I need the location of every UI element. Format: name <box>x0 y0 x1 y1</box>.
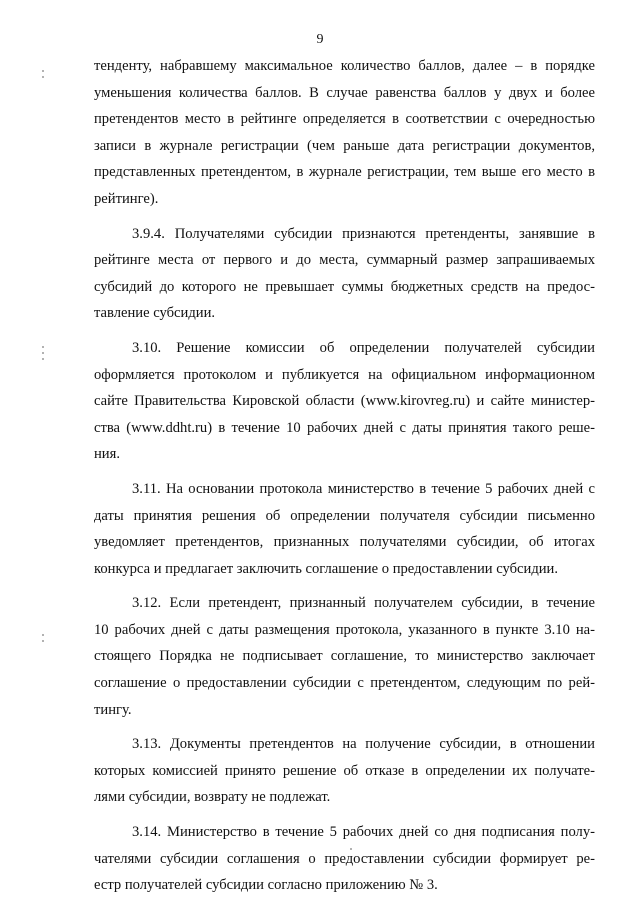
text-line: тенденту, набравшему максимальное количество баллов, далее – в порядке <box>94 58 595 74</box>
text-line: которых комиссией принято решение об отказе в определении их получате- <box>94 762 595 779</box>
body-text <box>94 53 595 899</box>
paragraph-3-11 <box>94 476 595 582</box>
text-line: тавление субсидии. <box>94 305 216 322</box>
text-line: 3.13. Документы претендентов на получение субсидии, в отношении <box>132 736 595 753</box>
scan-speck <box>42 640 44 642</box>
scan-speck <box>42 76 44 78</box>
paragraph-continued <box>94 53 595 213</box>
text-line: стоящего Порядка не подписывает соглашение, то министерство заключает <box>94 648 595 665</box>
text-line: 3.11. На основании протокола министерство в течение 5 рабочих дней с <box>132 480 595 497</box>
page-number: 9 <box>316 32 324 47</box>
text-line: субсидий до которого не превышает суммы бюджетных средств на предос- <box>94 278 595 295</box>
text-line: ния. <box>94 446 120 463</box>
text-line: чателями субсидии соглашения о предоставлении субсидии формирует ре- <box>94 850 595 867</box>
text-line: записи в журнале регистрации (чем раньше дата регистрации документов, <box>94 137 595 154</box>
paragraph-3-13 <box>94 731 595 811</box>
scan-speck <box>42 346 44 348</box>
text-line: оформляется протоколом и публикуется на официальном информационном <box>94 366 595 383</box>
paragraph-3-10 <box>94 335 595 468</box>
text-line: тингу. <box>94 701 132 718</box>
text-line: уведомляет претендентов, признанных получателями субсидии, об итогах <box>94 534 595 551</box>
text-line: лями субсидии, возврату не подлежат. <box>94 789 331 806</box>
text-line: соглашение о предоставлении субсидии с претендентом, следующим по рей- <box>94 675 595 692</box>
paragraph-3-12 <box>94 590 595 723</box>
scan-speck <box>42 634 44 636</box>
text-line: претендентов место в рейтинге определяется в соответствии с очередностью <box>94 111 595 128</box>
text-line: естр получателей субсидии согласно приложению № 3. <box>94 877 438 894</box>
text-line: конкурса и предлагает заключить соглашение о предоставлении субсидии. <box>94 560 559 577</box>
scan-speck <box>42 358 44 360</box>
text-line: 3.12. Если претендент, признанный получателем субсидии, в течение <box>132 595 595 612</box>
text-line: 10 рабочих дней с даты размещения протокола, указанного в пункте 3.10 на- <box>94 621 595 638</box>
text-line: уменьшения количества баллов. В случае равенства баллов у двух и более <box>94 84 595 101</box>
text-line: представленных претендентом, в журнале регистрации, тем выше его место в <box>94 164 595 181</box>
text-line: 3.10. Решение комиссии об определении получателей субсидии <box>132 339 595 356</box>
text-line: даты принятия решения об определении получателя субсидии письменно <box>94 507 595 524</box>
paragraph-3-9-4 <box>94 221 595 327</box>
text-line: 3.14. Министерство в течение 5 рабочих дней со дня подписания полу- <box>132 824 595 841</box>
paragraph-3-14 <box>94 819 595 899</box>
scan-speck <box>42 70 44 72</box>
text-line: сайте Правительства Кировской области (www.kirovreg.ru) и сайте министер- <box>94 393 595 410</box>
text-line: ства (www.ddht.ru) в течение 10 рабочих дней с даты принятия такого реше- <box>94 419 595 436</box>
scan-speck <box>42 352 44 354</box>
text-line: рейтинге места от первого и до места, суммарный размер запрашиваемых <box>94 252 595 269</box>
text-line: 3.9.4. Получателями субсидии признаются претенденты, занявшие в <box>132 225 595 242</box>
text-line: рейтинге). <box>94 190 159 207</box>
